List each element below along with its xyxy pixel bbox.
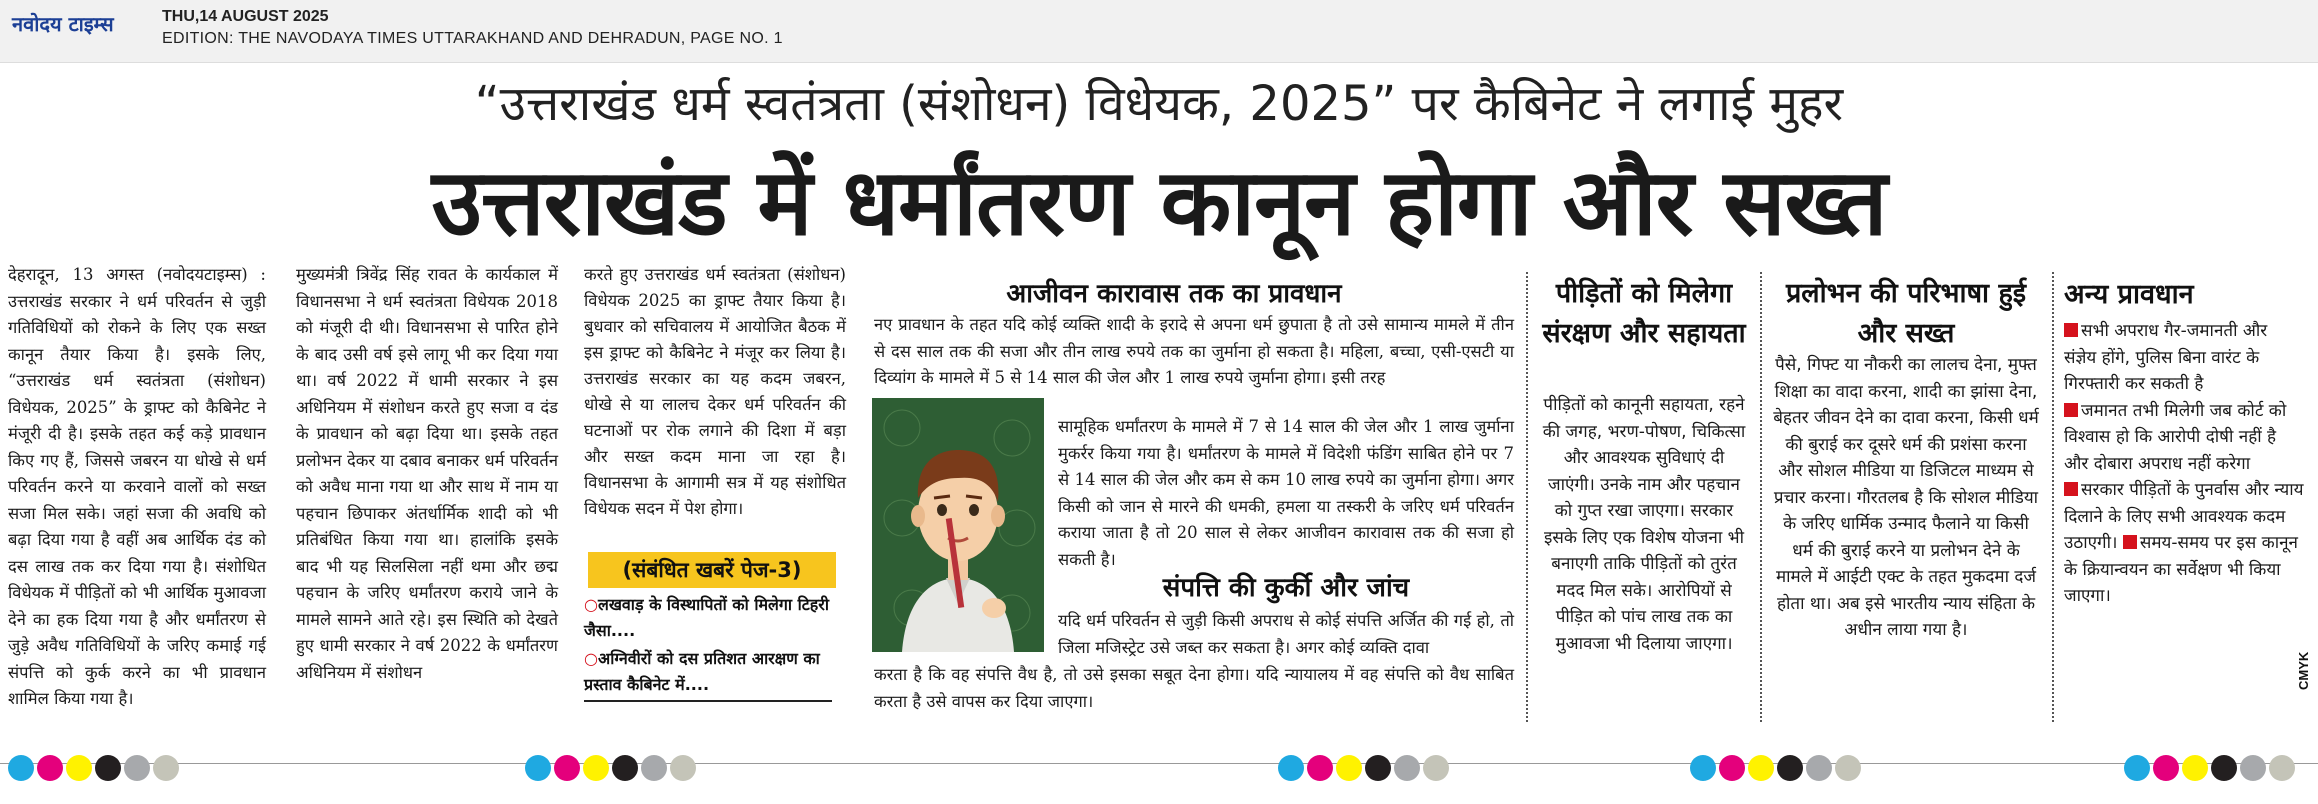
related-news-divider [584, 700, 832, 702]
color-dot-icon [1423, 755, 1449, 781]
related-news-item[interactable] [584, 646, 836, 698]
masthead [0, 0, 2318, 63]
list-item-text: जमानत तभी मिलेगी जब कोर्ट को विश्वास हो कि आरोपी दोषी नहीं है और दोबारा अपराध नहीं करेगा [2064, 400, 2287, 474]
property-para-1: यदि धर्म परिवर्तन से जुड़ी किसी अपराध से कोई संपत्ति अर्जित की गई हो, तो जिला मजिस्ट्रेट उसे जब्त कर सकता है। अगर कोई व्यक्ति दावा [1058, 611, 1514, 657]
section-heading-life-imprisonment: आजीवन कारावास तक का प्रावधान [1006, 279, 1342, 309]
list-item-text: सरकार पीड़ितों के पुनर्वास और न्याय दिलाने के लिए सभी आवश्यक कदम उठाएगी। [2064, 480, 2304, 553]
life-imprisonment-para-2: सामूहिक धर्मांतरण के मामले में 7 से 14 साल की जेल और 1 लाख जुर्माना मुकर्रर किया गया है। धर्मांतरण के मामले में विदेशी फंडिंग साबित होने पर 7 से 14 साल की जेल और कम से कम 10 लाख रुपये का जुर्माना होगा। अगर किसी को जान से मारने की धमकी, हमला या तस्करी के जरिए धर्म परिवर्तन कराया जाता है तो 20 साल से लेकर आजीवन कारावास तक की सजा हो सकती है। [1058, 417, 1514, 569]
list-item [2064, 398, 2304, 478]
column-divider [1760, 272, 1762, 722]
section-heading-property: संपत्ति की कुर्की और जांच [1162, 573, 1410, 603]
cmyk-color-bar [0, 748, 2318, 788]
list-item [2064, 477, 2304, 610]
color-dot-icon [1719, 755, 1745, 781]
color-dot-icon [1394, 755, 1420, 781]
color-dot-icon [1690, 755, 1716, 781]
red-square-bullet-icon [2123, 535, 2137, 549]
story-headline: उत्तराखंड में धर्मांतरण कानून होगा और सख्त [431, 149, 1887, 256]
section-heading-inducement: प्रलोभन की परिभाषा हुई और सख्त [1785, 278, 2027, 349]
red-square-bullet-icon [2064, 482, 2078, 496]
color-dot-icon [1365, 755, 1391, 781]
color-dot-icon [583, 755, 609, 781]
edition-date: THU,14 AUGUST 2025 [162, 8, 329, 25]
body-column-2: मुख्यमंत्री त्रिवेंद्र सिंह रावत के कार्यकाल में विधानसभा ने धर्म स्वतंत्रता विधेयक 2018 को मंजूरी दी थी। विधानसभा से पारित होने के बाद उसी वर्ष इसे लागू भी कर दिया गया था। वर्ष 2022 में धामी सरकार ने इस अधिनियम में संशोधन करते हुए सजा व दंड के प्रावधान को बढ़ा दिया था। इसके तहत प्रलोभन देकर या दबाव बनाकर धर्म परिवर्तन को अवैध माना गया था और साथ में नाम या पहचान छिपाकर अंतर्धार्मिक शादी को भी प्रतिबंधित किया गया था। हालांकि इसके बाद भी यह सिलसिला नहीं थमा और छद्म पहचान के जरिए धर्मांतरण कराये जाने के मामले सामने आते रहे। इस स्थिति को देखते हुए धामी सरकार ने वर्ष 2022 के धर्मांतरण अधिनियम में संशोधन [296, 265, 558, 682]
other-provisions-list [2064, 318, 2304, 610]
color-dot-icon [2240, 755, 2266, 781]
related-news-text: लखवाड़ के विस्थापितों को मिलेगा टिहरी जैसा.... [584, 595, 829, 640]
color-dot-icon [1777, 755, 1803, 781]
color-dot-icon [2124, 755, 2150, 781]
color-dot-icon [153, 755, 179, 781]
color-dot-icon [612, 755, 638, 781]
man-with-crossed-lips-illustration [872, 398, 1044, 652]
color-dot-icon [1806, 755, 1832, 781]
section-heading-other-provisions: अन्य प्रावधान [2064, 279, 2194, 310]
circle-bullet-icon: ○ [584, 595, 598, 614]
red-square-bullet-icon [2064, 323, 2078, 337]
inducement-body: पैसे, गिफ्ट या नौकरी का लालच देना, मुफ्त शिक्षा का वादा करना, शादी का झांसा देना, बेहतर जीवन देने का दावा करना, किसी धर्म की बुराई कर दूसरे धर्म की प्रशंसा करना और सोशल मीडिया या डिजिटल माध्यम से प्रचार करना। गौरतलब है कि सोशल मीडिया के जरिए धार्मिक उन्माद फैलाने या किसी धर्म की बुराई करने या प्रलोभन देने के मामले में आईटी एक्ट के तहत मुकदमा दर्ज होता था। अब इसे भारतीय न्याय संहिता के अधीन लाया गया है। [1773, 355, 2039, 640]
color-dot-icon [1307, 755, 1333, 781]
property-para-2: करता है कि वह संपत्ति वैध है, तो उसे इसका सबूत देना होगा। यदि न्यायालय में वह संपत्ति को वैध साबित करता है उसे वापस कर दिया जाएगा। [874, 665, 1514, 711]
color-dot-icon [2269, 755, 2295, 781]
color-dot-icon [525, 755, 551, 781]
victims-body: पीड़ितों को कानूनी सहायता, रहने की जगह, भरण-पोषण, चिकित्सा और आवश्यक सुविधाएं दी जाएंगी। उनके नाम और पहचान को गुप्त रखा जाएगा। सरकार इसके लिए एक विशेष योजना भी बनाएगी ताकि पीड़ितों को तुरंत मदद मिल सके। आरोपियों से पीड़ित को पांच लाख तक का मुआवजा भी दिलाया जाएगा। [1542, 395, 1746, 654]
related-news-item[interactable] [584, 592, 836, 644]
color-dot-icon [1835, 755, 1861, 781]
color-dot-icon [2153, 755, 2179, 781]
life-imprisonment-para-1: नए प्रावधान के तहत यदि कोई व्यक्ति शादी के इरादे से अपना धर्म छुपाता है तो उसे सामान्य मामले में तीन से दस साल तक की सजा और तीन लाख रुपये तक का जुर्माना हो सकता है। महिला, बच्चा, एसी-एसटी या दिव्यांग के मामले में 5 से 14 साल की जेल और 1 लाख रुपये जुर्माना होगा। इसी तरह [874, 315, 1514, 387]
list-item-text: सभी अपराध गैर-जमानती और संज्ञेय होंगे, पुलिस बिना वारंट के गिरफ्तारी कर सकती है [2064, 321, 2268, 394]
color-dot-icon [8, 755, 34, 781]
color-dot-icon [2211, 755, 2237, 781]
list-item [2064, 318, 2304, 398]
color-dot-icon [95, 755, 121, 781]
color-dot-icon [1336, 755, 1362, 781]
color-dot-icon [670, 755, 696, 781]
section-heading-victims: पीड़ितों को मिलेगा संरक्षण और सहायता [1542, 278, 1746, 349]
column-divider [2052, 272, 2054, 722]
color-dot-icon [641, 755, 667, 781]
color-dot-icon [1748, 755, 1774, 781]
story-kicker: “उत्तराखंड धर्म स्वतंत्रता (संशोधन) विधेयक, 2025” पर कैबिनेट ने लगाई मुहर [474, 76, 1844, 132]
red-square-bullet-icon [2064, 403, 2078, 417]
color-dot-icon [554, 755, 580, 781]
cmyk-label: CMYK [2296, 651, 2311, 690]
circle-bullet-icon: ○ [584, 649, 598, 668]
related-news-label: (संबंधित खबरें पेज-3) [588, 552, 836, 588]
body-column-3: करते हुए उत्तराखंड धर्म स्वतंत्रता (संशोधन) विधेयक 2025 का ड्राफ्ट तैयार किया है। बुधवार को सचिवालय में आयोजित बैठक में इस ड्राफ्ट को कैबिनेट ने मंजूर कर लिया है। उत्तराखंड सरकार का यह कदम जबरन, धोखे से या लालच देकर धर्म परिवर्तन की घटनाओं पर रोक लगाने की दिशा में बड़ा और सख्त कदम माना जा रहा है। विधानसभा के आगामी सत्र में यह संशोधित विधेयक सदन में पेश होगा। [584, 265, 846, 518]
column-divider [1526, 272, 1528, 722]
color-dot-icon [2182, 755, 2208, 781]
color-dot-icon [124, 755, 150, 781]
color-dot-icon [37, 755, 63, 781]
color-dot-icon [1278, 755, 1304, 781]
list-item-text: समय-समय पर इस कानून के क्रियान्वयन का सर्वेक्षण भी किया जाएगा। [2064, 533, 2298, 606]
edition-info: EDITION: THE NAVODAYA TIMES UTTARAKHAND AND DEHRADUN, PAGE NO. 1 [162, 30, 783, 47]
color-dot-icon [66, 755, 92, 781]
related-news-text: अग्निवीरों को दस प्रतिशत आरक्षण का प्रस्ताव कैबिनेट में.... [584, 649, 820, 694]
newspaper-logo: नवोदय टाइम्स [12, 12, 114, 36]
body-column-1: देहरादून, 13 अगस्त (नवोदयटाइम्स) : उत्तराखंड सरकार ने धर्म परिवर्तन से जुड़ी गतिविधियों को रोकने के लिए एक सख्त कानून तैयार किया है। इसके लिए, “उत्तराखंड धर्म स्वतंत्रता (संशोधन) विधेयक, 2025” के ड्राफ्ट को कैबिनेट ने मंजूरी दी है। इसके तहत कई कड़े प्रावधान किए गए हैं, जिससे जबरन या धोखे से धर्म परिवर्तन करने या करवाने वालों को सख्त सजा मिल सके। जहां सजा की अवधि को बढ़ा दिया गया है वहीं अब आर्थिक दंड को दस लाख तक कर दिया गया है। संशोधित विधेयक में पीड़ितों को भी आर्थिक मुआवजा देने का हक दिया गया है और धर्मांतरण से जुड़े अवैध गतिविधियों के जरिए कमाई गई संपत्ति को कुर्क करने का भी प्रावधान शामिल किया गया है। [8, 265, 266, 708]
